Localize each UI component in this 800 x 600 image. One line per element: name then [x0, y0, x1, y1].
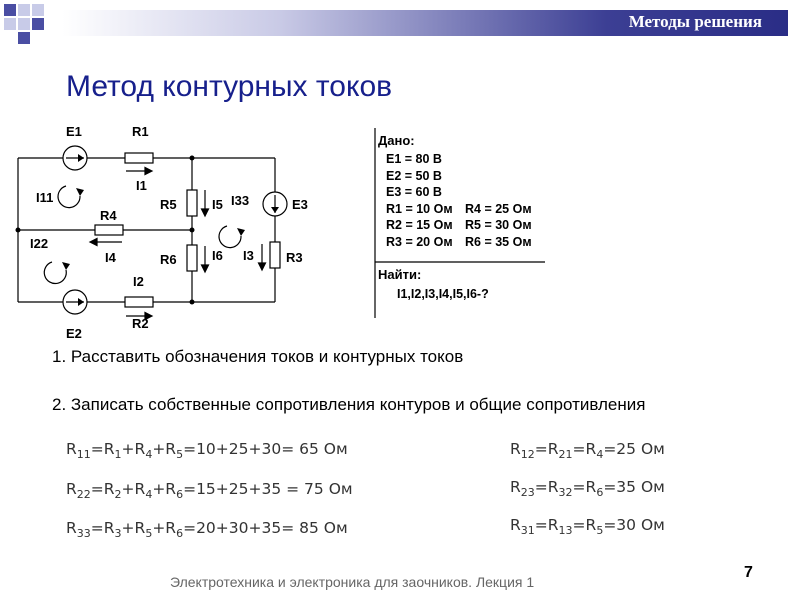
- circuit-diagram: [0, 110, 360, 350]
- label-i2: I2: [133, 274, 144, 289]
- formula-r22: $R_{22}=R_2+R_4+R_6=15+25+35 = 75$ Ом: [66, 480, 353, 502]
- label-e2: E2: [66, 326, 82, 341]
- label-i4: I4: [105, 250, 116, 265]
- resistor-r3: [270, 242, 280, 268]
- decor-square: [32, 4, 44, 16]
- decor-square: [4, 18, 16, 30]
- given-block: [360, 120, 560, 320]
- decor-square: [18, 18, 30, 30]
- label-i6: I6: [212, 248, 223, 263]
- label-r2: R2: [132, 316, 149, 331]
- step-1: 1. Расставить обозначения токов и контурных токов: [52, 347, 464, 366]
- decor-square: [18, 4, 30, 16]
- label-e1: E1: [66, 124, 82, 139]
- slide-title: Метод контурных токов: [66, 70, 393, 103]
- resistor-r1: [125, 153, 153, 163]
- given-r6: R6 = 35 Ом: [465, 235, 532, 249]
- label-r3: R3: [286, 250, 303, 265]
- header-title: Методы решения: [628, 12, 762, 31]
- label-i11: I11: [36, 190, 54, 205]
- resistor-r4: [95, 225, 123, 235]
- given-r2: R2 = 15 Ом: [386, 218, 453, 232]
- formula-r11: $R_{11}=R_1+R_4+R_5=10+25+30= 65$ Ом: [66, 440, 348, 462]
- source-e2: [63, 290, 87, 314]
- resistor-r2: [125, 297, 153, 307]
- decor-square: [32, 18, 44, 30]
- given-r5: R5 = 30 Ом: [465, 218, 532, 232]
- page-number: 7: [744, 564, 753, 581]
- find-text: I1,I2,I3,I4,I5,I6-?: [397, 287, 489, 301]
- label-r4: R4: [100, 208, 117, 223]
- given-e3: E3 = 60 В: [386, 185, 442, 199]
- given-r1: R1 = 10 Ом: [386, 202, 453, 216]
- step-2: 2. Записать собственные сопротивления контуров и общие сопротивления: [52, 395, 646, 414]
- given-e1: E1 = 80 В: [386, 152, 442, 166]
- resistor-r5: [187, 190, 197, 216]
- resistor-r6: [187, 245, 197, 271]
- label-r5: R5: [160, 197, 177, 212]
- label-i33: I33: [231, 193, 250, 208]
- label-i22: I22: [30, 236, 49, 251]
- label-i5: I5: [212, 197, 223, 212]
- source-e1: [63, 146, 87, 170]
- find-heading: Найти:: [378, 267, 422, 282]
- label-r1: R1: [132, 124, 149, 139]
- given-e2: E2 = 50 В: [386, 169, 442, 183]
- label-r6: R6: [160, 252, 177, 267]
- given-heading: Дано:: [378, 133, 415, 148]
- footer-text: Электротехника и электроника для заочников. Лекция 1: [170, 574, 535, 590]
- label-i1: I1: [136, 178, 147, 193]
- given-r3: R3 = 20 Ом: [386, 235, 453, 249]
- label-e3: E3: [292, 197, 308, 212]
- formula-r33: $R_{33}=R_3+R_5+R_6=20+30+35= 85$ Ом: [66, 519, 348, 541]
- decor-square: [18, 32, 30, 44]
- label-i3: I3: [243, 248, 254, 263]
- source-e3: [263, 192, 287, 216]
- given-r4: R4 = 25 Ом: [465, 202, 532, 216]
- formula-r12: $R_{12}=R_{21}=R_4=25$ Ом: [510, 440, 665, 462]
- formula-r23: $R_{23}=R_{32}=R_6=35$ Ом: [510, 478, 665, 500]
- decor-square: [4, 4, 16, 16]
- formula-r31: $R_{31}=R_{13}=R_5=30$ Ом: [510, 516, 665, 538]
